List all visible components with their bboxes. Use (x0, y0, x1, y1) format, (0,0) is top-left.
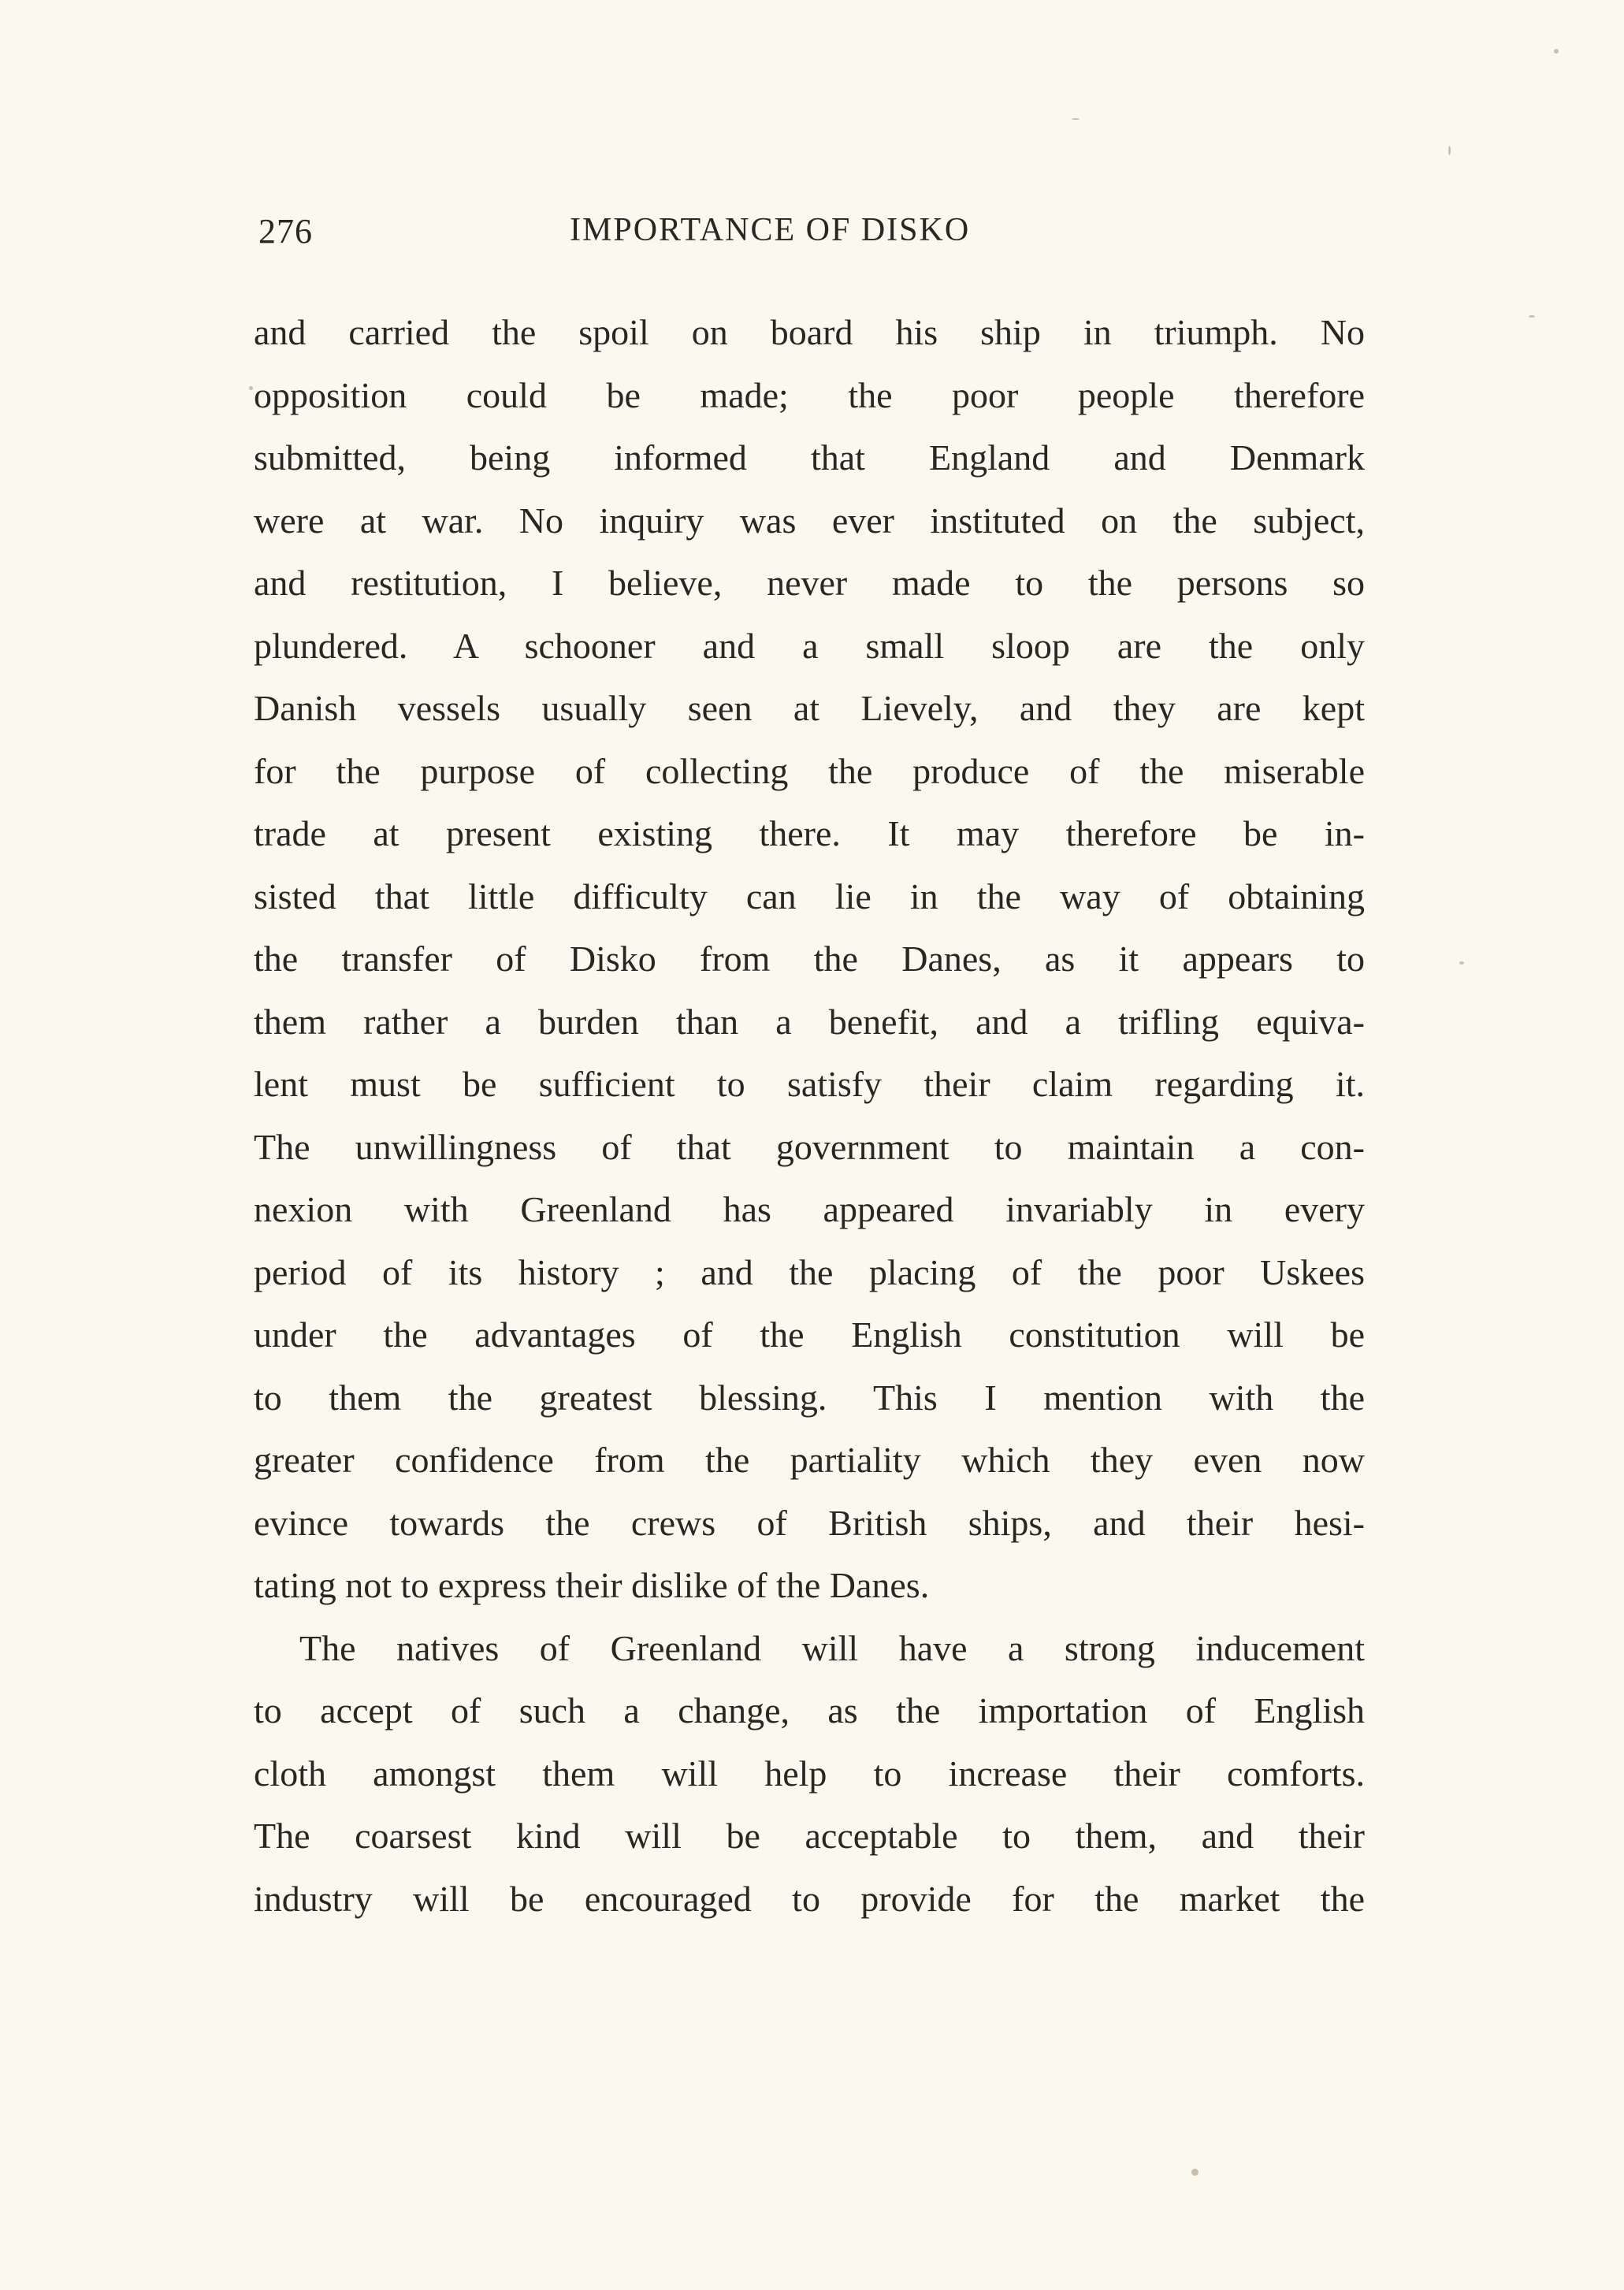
text-line: The coarsest kind will be acceptable to them, and their (254, 1816, 1365, 1856)
text-line: period of its history ; and the placing of the poor Uskees (254, 1251, 1365, 1292)
paper-speck (1191, 2169, 1198, 2176)
paper-speck (1072, 118, 1080, 120)
body-text (254, 301, 1365, 1930)
text-line: opposition could be made; the poor people therefore (254, 374, 1365, 415)
text-line: and carried the spoil on board his ship in triumph. No (254, 312, 1365, 352)
text-line: to them the greatest blessing. This I mention with the (254, 1377, 1365, 1418)
text-line: cloth amongst them will help to increase their comforts. (254, 1753, 1365, 1794)
paper-speck (1459, 961, 1464, 965)
page-number: 276 (258, 212, 313, 251)
paper-speck (249, 386, 253, 390)
text-line-paragraph-end: tating not to express their dislike of the Danes. (254, 1565, 930, 1605)
text-line: plundered. A schooner and a small sloop are the only (254, 625, 1365, 666)
text-line: The unwillingness of that government to maintain a con- (254, 1126, 1365, 1167)
running-head-title: IMPORTANCE OF DISKO (570, 212, 971, 248)
text-line: Danish vessels usually seen at Lievely, and they are kept (254, 688, 1365, 728)
text-line: industry will be encouraged to provide for the market the (254, 1878, 1365, 1919)
paper-speck (1554, 49, 1559, 54)
text-line-paragraph-start: The natives of Greenland will have a strong inducement (299, 1627, 1365, 1668)
text-line: nexion with Greenland has appeared invariably in every (254, 1189, 1365, 1229)
text-line: trade at present existing there. It may therefore be in- (254, 813, 1365, 853)
text-line: sisted that little difficulty can lie in the way of obtaining (254, 875, 1365, 916)
text-line: them rather a burden than a benefit, and a trifling equiva- (254, 1001, 1365, 1042)
paper-speck (1529, 315, 1535, 318)
text-line: and restitution, I believe, never made to the persons so (254, 563, 1365, 603)
text-line: the transfer of Disko from the Danes, as it appears to (254, 939, 1365, 979)
text-line: lent must be sufficient to satisfy their claim regarding it. (254, 1064, 1365, 1104)
text-line: under the advantages of the English constitution will be (254, 1314, 1365, 1355)
text-line: for the purpose of collecting the produce of the miserable (254, 750, 1365, 791)
text-line: greater confidence from the partiality which they even now (254, 1440, 1365, 1480)
paper-speck (1448, 146, 1451, 155)
text-line: evince towards the crews of British ships, and their hesi- (254, 1502, 1365, 1543)
text-line: submitted, being informed that England and Denmark (254, 437, 1365, 478)
text-line: to accept of such a change, as the importation of English (254, 1690, 1365, 1731)
text-line: were at war. No inquiry was ever instituted on the subject, (254, 500, 1365, 541)
running-head (258, 211, 1362, 266)
